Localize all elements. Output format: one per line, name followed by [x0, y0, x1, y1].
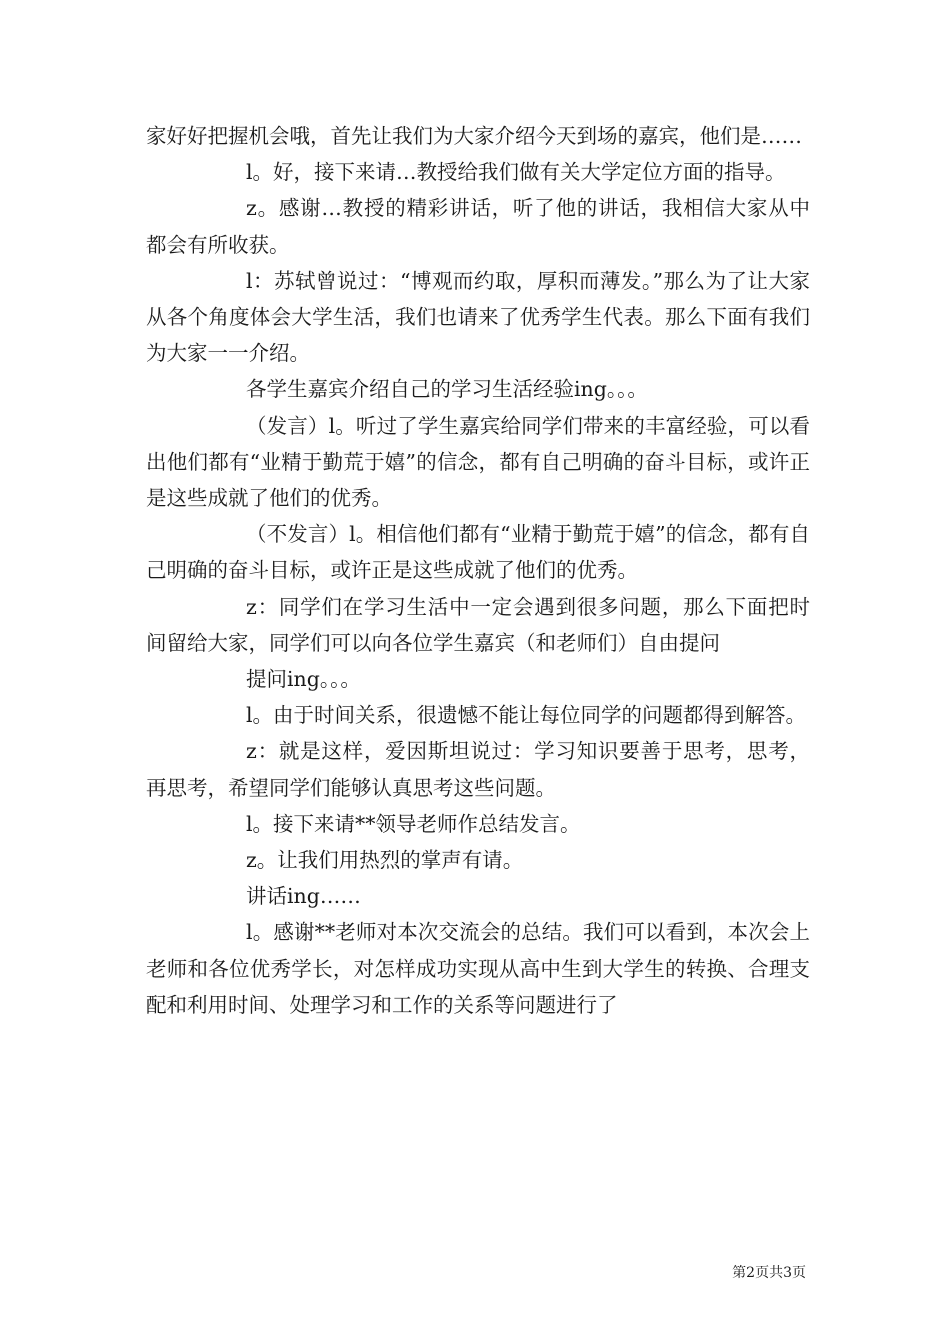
paragraph-5: 各学生嘉宾介绍自己的学习生活经验ing。。。 [246, 377, 648, 402]
paragraph-4: l：苏轼曾说过：“博观而约取，厚积而薄发。”那么为了让大家从各个角度体会大学生活，我们也请来了优秀学生代表。那么下面有我们为大家一一介绍。 [146, 268, 810, 366]
page-footer [0, 1264, 806, 1282]
paragraph-8: z：同学们在学习生活中一定会遇到很多问题，那么下面把时间留给大家，同学们可以向各位学生嘉宾（和老师们）自由提问 [146, 594, 810, 655]
paragraph-9: 提问ing。。。 [246, 667, 361, 692]
paragraph-7: （不发言）l。相信他们都有“业精于勤荒于嬉”的信念，都有自己明确的奋斗目标，或许正是这些成就了他们的优秀。 [146, 522, 810, 583]
paragraph-13: z。让我们用热烈的掌声有请。 [246, 848, 524, 873]
page-number-label: 第2页共3页 [732, 1265, 806, 1281]
paragraph-3: z。感谢…教授的精彩讲话，听了他的讲话，我相信大家从中都会有所收获。 [146, 196, 810, 257]
paragraph-12: l。接下来请**领导老师作总结发言。 [246, 811, 581, 836]
document-body [146, 118, 810, 1023]
paragraph-6: （发言）l。听过了学生嘉宾给同学们带来的丰富经验，可以看出他们都有“业精于勤荒于嬉”的信念，都有自己明确的奋斗目标，或许正是这些成就了他们的优秀。 [146, 413, 810, 511]
paragraph-15: l。感谢**老师对本次交流会的总结。我们可以看到，本次会上老师和各位优秀学长，对怎样成功实现从高中生到大学生的转换、合理支配和利用时间、处理学习和工作的关系等问题进行了 [146, 920, 810, 1017]
paragraph-2: l。好，接下来请…教授给我们做有关大学定位方面的指导。 [246, 160, 786, 185]
paragraph-11: z：就是这样，爱因斯坦说过：学习知识要善于思考，思考，再思考，希望同学们能够认真思考这些问题。 [146, 739, 810, 800]
paragraph-1: 家好好把握机会哦，首先让我们为大家介绍今天到场的嘉宾，他们是…… [146, 124, 802, 148]
paragraph-14: 讲话ing…… [246, 884, 361, 909]
paragraph-10: l。由于时间关系，很遗憾不能让每位同学的问题都得到解答。 [246, 703, 807, 728]
